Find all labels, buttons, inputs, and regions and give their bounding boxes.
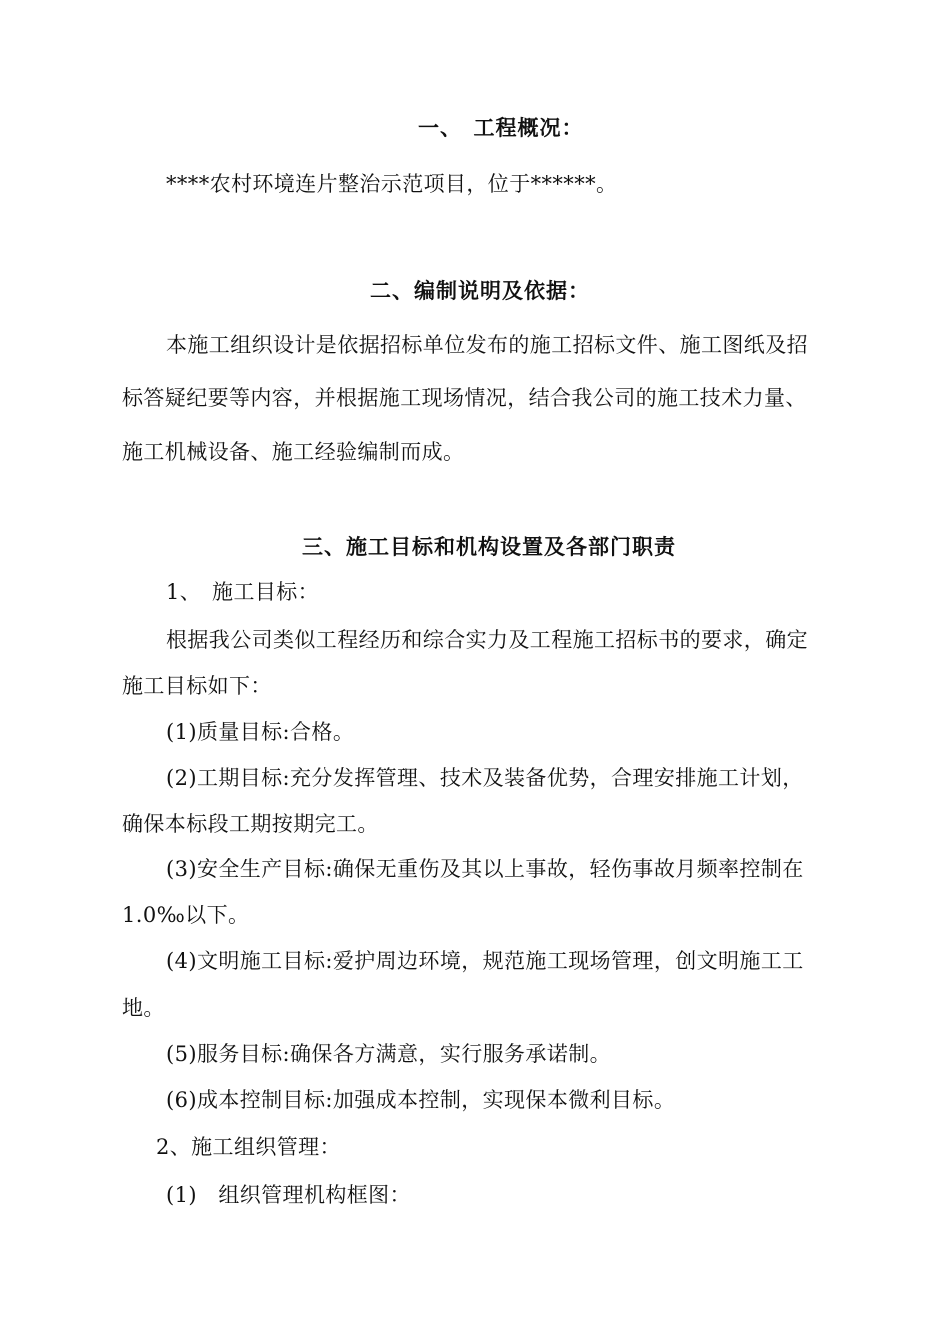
section3-heading: 三、施工目标和机构设置及各部门职责 — [302, 535, 676, 559]
goal-civilized-line-1: (4)文明施工目标:爱护周边环境，规范施工现场管理，创文明施工工 — [166, 949, 804, 973]
goal-civilized-line-2: 地。 — [122, 996, 165, 1020]
section2-paragraph-line-1: 本施工组织设计是依据招标单位发布的施工招标文件、施工图纸及招 — [166, 333, 808, 357]
goal-quality: (1)质量目标:合格。 — [166, 720, 355, 744]
item2-sub1: (1) 组织管理机构框图： — [166, 1183, 411, 1207]
intro-line-1: 根据我公司类似工程经历和综合实力及工程施工招标书的要求，确定 — [166, 628, 808, 652]
goal-service: (5)服务目标:确保各方满意，实行服务承诺制。 — [166, 1042, 612, 1066]
goal-safety-line-1: (3)安全生产目标:确保无重伤及其以上事故，轻伤事故月频率控制在 — [166, 857, 804, 881]
goal-schedule-line-2: 确保本标段工期按期完工。 — [122, 812, 379, 836]
section1-paragraph: ****农村环境连片整治示范项目，位于******。 — [166, 172, 618, 196]
section1-heading: 一、 工程概况： — [418, 116, 584, 140]
section2-heading: 二、编制说明及依据： — [370, 279, 590, 303]
goal-cost: (6)成本控制目标:加强成本控制，实现保本微利目标。 — [166, 1088, 676, 1112]
goal-safety-line-2: 1.0‰以下。 — [122, 903, 250, 927]
item1-title: 1、 施工目标： — [166, 580, 320, 604]
goal-schedule-line-1: (2)工期目标:充分发挥管理、技术及装备优势，合理安排施工计划， — [166, 766, 804, 790]
item2-title: 2、施工组织管理： — [156, 1135, 341, 1159]
section2-paragraph-line-3: 施工机械设备、施工经验编制而成。 — [122, 440, 465, 464]
section2-paragraph-line-2: 标答疑纪要等内容，并根据施工现场情况，结合我公司的施工技术力量、 — [122, 386, 807, 410]
intro-line-2: 施工目标如下： — [122, 674, 272, 698]
